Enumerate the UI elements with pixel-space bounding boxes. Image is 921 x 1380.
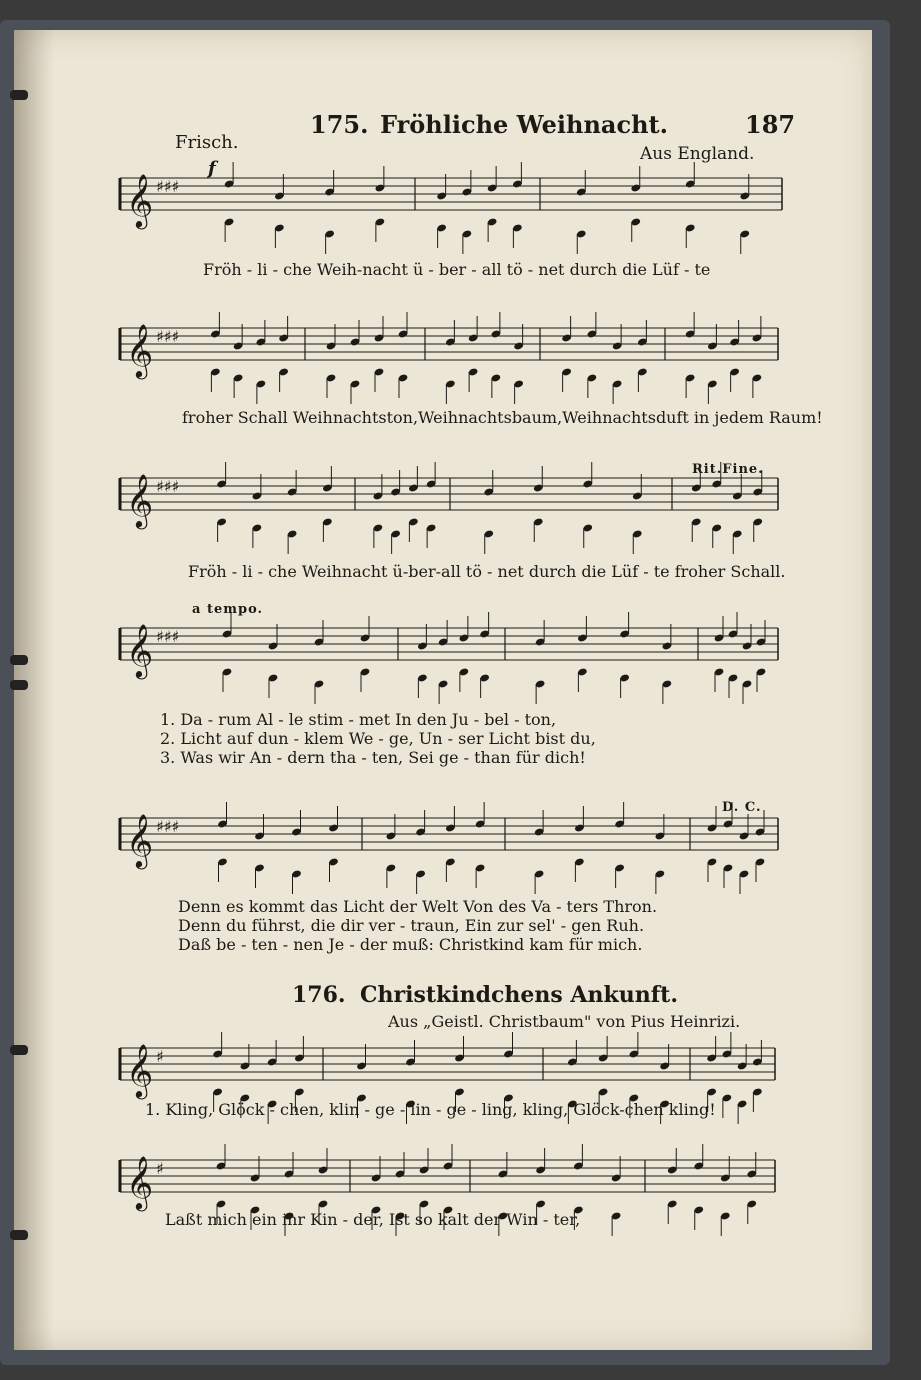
key-signature-icon: ♯♯♯ — [156, 627, 180, 646]
hymn-number: 176. — [292, 982, 346, 1008]
key-signature-icon: ♯ — [156, 1159, 164, 1178]
lyrics-verse-1: Denn es kommt das Licht der Welt Von des Va - ters Thron. — [178, 897, 658, 916]
lyrics-line: 1. Kling, Glöck - chen, klin - ge - lin - ge - ling, kling, Glöck-chen kling! — [145, 1100, 716, 1119]
dynamic-marking: f — [208, 158, 216, 179]
treble-clef-icon: 𝄞 — [126, 623, 154, 677]
treble-clef-icon: 𝄞 — [126, 1155, 154, 1209]
ritardando-marking: Rit.Fine. — [692, 462, 764, 477]
page-number: 187 — [745, 110, 796, 139]
hymn-title: Fröhliche Weihnacht. — [380, 110, 668, 139]
lyrics-verse-3: 3. Was wir An - dern tha - ten, Sei ge - than für dich! — [160, 748, 586, 767]
lyrics-verse-2: 2. Licht auf dun - klem We - ge, Un - ser Licht bist du, — [160, 729, 596, 748]
treble-clef-icon: 𝄞 — [126, 1043, 154, 1097]
da-capo-marking: D. C. — [722, 800, 762, 815]
hymn-title: Christkindchens Ankunft. — [360, 982, 678, 1008]
treble-clef-icon: 𝄞 — [126, 813, 154, 867]
key-signature-icon: ♯♯♯ — [156, 177, 180, 196]
key-signature-icon: ♯ — [156, 1047, 164, 1066]
treble-clef-icon: 𝄞 — [126, 323, 154, 377]
lyrics-line: Fröh - li - che Weihnacht ü-ber-all tö - net durch die Lüf - te froher Schall. — [188, 562, 786, 581]
lyrics-line: Fröh - li - che Weih-nacht ü - ber - all tö - net durch die Lüf - te — [203, 260, 711, 279]
a-tempo-marking: a tempo. — [192, 602, 264, 617]
treble-clef-icon: 𝄞 — [126, 173, 154, 227]
hymn-origin: Aus „Geistl. Christbaum" von Pius Heinrizi. — [388, 1012, 741, 1031]
key-signature-icon: ♯♯♯ — [156, 477, 180, 496]
lyrics-verse-3: Daß be - ten - nen Je - der muß: Christkind kam für mich. — [178, 935, 643, 954]
hymn-number: 175. — [310, 110, 369, 139]
tempo-marking: Frisch. — [175, 132, 239, 153]
key-signature-icon: ♯♯♯ — [156, 817, 180, 836]
lyrics-line: froher Schall Weihnachtston,Weihnachtsbaum,Weihnachtsduft in jedem Raum! — [182, 408, 823, 427]
hymn-origin: Aus England. — [640, 144, 755, 164]
lyrics-line: Laßt mich ein ihr Kin - der, Ist so kalt der Win - ter, — [165, 1210, 581, 1229]
treble-clef-icon: 𝄞 — [126, 473, 154, 527]
key-signature-icon: ♯♯♯ — [156, 327, 180, 346]
lyrics-verse-1: 1. Da - rum Al - le stim - met In den Ju - bel - ton, — [160, 710, 557, 729]
lyrics-verse-2: Denn du führst, die dir ver - traun, Ein zur sel' - gen Ruh. — [178, 916, 645, 935]
